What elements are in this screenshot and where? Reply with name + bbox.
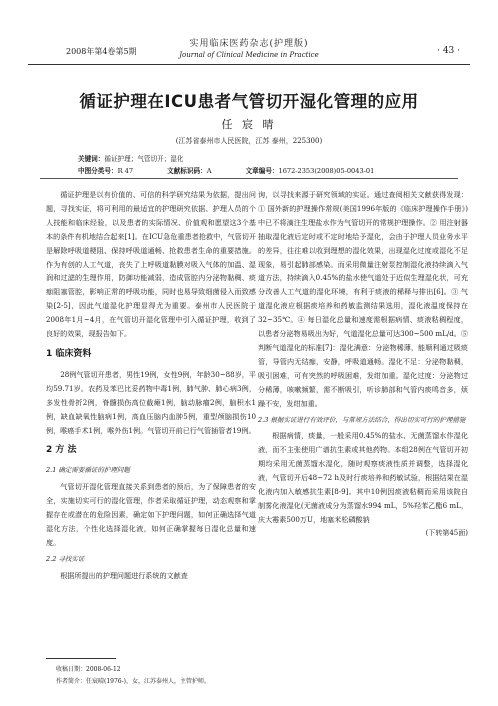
page-number: · 43 · [437, 46, 460, 56]
article-no-value: 1672-2353(2008)05-0043-01 [278, 167, 375, 175]
journal-name-cn: 实用临床医药杂志(护理版) [189, 39, 309, 49]
evidence-paragraph: 询，以寻找来源于研究领域的实证。通过查阅相关文献获得发现：① 国外新的护理操作常规(美国1996年版的《临床护理操作手册》)中已不将滴注生理盐水作为气管切开的常规护理操作。② 用注射器抽取湿化液后定时或不定时地给予湿化，会由于护理人员业务水平的差异，往往难以收到理想的湿化效果，出现湿化过度或湿化不足现象，易引起肺部感染。而采用微量注射泵控制湿化液持续滴入气道方法，持续滴入0.45%的盐水使气道处于近似生理湿化状，可充分改善人工气道的湿化环境，有利于痰液的稀释与排出[6]。③ 气道湿化液应根据痰培养和药敏监测结果选用，湿化液温度保持在32~35℃。④ 每日湿化总量和速度需根据病情、痰液粘稠程度，以患者分泌物易吸出为好，气道湿化总量可达300~500 mL/d。⑤ 判断气道湿化的标准[7]：湿化满意：分泌物稀薄，能顺利通过吸痰管，导管内无结痂，安静，呼吸道通畅。湿化不足：分泌物黏稠，吸引困难，可有突然的呼吸困难，发绀加重。湿化过度：分泌物过分稀薄，咳嗽频繁，需不断吸引，听诊肺部和气管内痰鸣音多，烦躁不安，发绀加重。 [258, 190, 468, 408]
right-column [258, 188, 468, 541]
doc-code-label: 文献标识码： [167, 167, 207, 175]
section-2-3-heading: 2.3 根据实证进行有效评价，与常规方法结合，得出切实可行的护理措施 [258, 415, 466, 424]
intro-paragraph: 循证护理是以有价值的、可信的科学研究结果为依据，提出问题，寻找实证，将可利用的最适宜的护理研究依据、护理人员的个人技能和临床经验，以及患者的实际情况、价值观和愿望这3个基本的条件有机地结合起来[1]。在ICU急危重患者抢救中，气管切开是解除呼吸道梗阻、保持呼吸道通畅、抢救患者生命的重要措施。作为有创的人工气道，丧失了上呼吸道黏膜对吸入气体的加温、湿润和过滤的生理作用，防御功能减弱，造成管腔内分泌物黏稠、痰痂阻塞管腔，影响正常的呼吸功能，同时也易导致细菌侵入而致感染[2-5]，因此气道湿化护理显得尤为重要。泰州市人民医院于2008年1月~4月，在气管切开湿化管理中引入循证护理，收到了良好的效果，现报告如下。 [46, 190, 256, 339]
running-header [28, 32, 470, 66]
section-2-2-heading: 2.2 寻找实证 [46, 554, 85, 563]
article-author: 任 宸 晴 [221, 118, 277, 131]
article-title: 循证护理在ICU患者气管切开湿化管理的应用 [79, 92, 419, 111]
section-2-1-text: 气管切开湿化管理直接关系到患者的预后，为了保障患者的安全，实施切实可行的湿化管理，作者采取循证护理，动态观察和掌握存在或潜在的危险因素，确定如下护理问题，如何正确选择气道湿化方法，个性化选择湿化液，如何正确掌握每日湿化总量和速度。 [46, 482, 256, 547]
doc-code-value: A [206, 167, 212, 175]
author-bio: 作者简介：任宸晴(1976-)，女，江苏泰州人，主管护师。 [56, 678, 210, 685]
author-affiliation: (江苏省泰州市人民医院，江苏 泰州，225300) [175, 137, 323, 145]
journal-name-en: Journal of Clinical Medicine in Practice [179, 51, 319, 59]
section-2-2-text: 根据所提出的护理问题进行系统的文献查 [60, 570, 188, 580]
keywords-line [78, 153, 184, 163]
section-1-text: 28例气管切开患者，男性19例，女性9例，年龄30~88岁，平均59.71岁。农药及苯巴比妥药物中毒1例，肺气肿、肺心病3例，多发性骨折2例，脊髓损伤高位截瘫1例，脑动脉瘤2例，脑积水1例，缺血缺氧性脑病1例，高血压脑内血肿5例，重型颅脑损伤10例，喉癌手术1例，喉外伤1例。气管切开前已行气管插管者19例。 [46, 369, 256, 435]
continued-note: (下转第45面) [425, 528, 468, 537]
classification-line [78, 165, 406, 175]
left-column [46, 188, 256, 583]
measures-paragraph: 根据病情，痰量，一般采用0.45%的盐水、无菌蒸馏水作湿化液，而不主张使用广谱抗生素或其他药物。本组28例在气管切开初期均采用无菌蒸馏水湿化，随时观察痰液性质并调整，选择湿化液，气管切开后48~72 h及时行痰培养和药敏试验，根据结果在湿化液内加入敏感抗生素[8-9]。其中10例因痰液粘稠而采用该院自制雾化液湿化(无菌液成分为蒸馏水994 mL，5%羟苯乙酯6 mL，庆大霉素500万U，地塞米松磷酸钠 [258, 431, 468, 524]
clc-value: R 47 [117, 167, 134, 175]
footnote-divider [46, 658, 116, 659]
section-1-heading: 1 临床资料 [46, 348, 92, 359]
issue-info: 2008年第4卷第5期 [66, 47, 137, 56]
abstract-divider [40, 178, 458, 179]
section-2-1-heading: 2.1 确定需要循证的护理问题 [46, 466, 130, 475]
article-no-label: 文章编号： [245, 167, 279, 175]
keywords-value: 循证护理；气管切开；湿化 [104, 155, 184, 163]
received-date: 收稿日期：2008-06-12 [56, 666, 121, 673]
section-2-heading: 2 方 法 [46, 445, 77, 456]
journal-name [168, 36, 330, 59]
clc-label: 中图分类号： [78, 167, 118, 175]
header-divider [28, 64, 470, 65]
keywords-label: 关键词： [78, 155, 105, 163]
